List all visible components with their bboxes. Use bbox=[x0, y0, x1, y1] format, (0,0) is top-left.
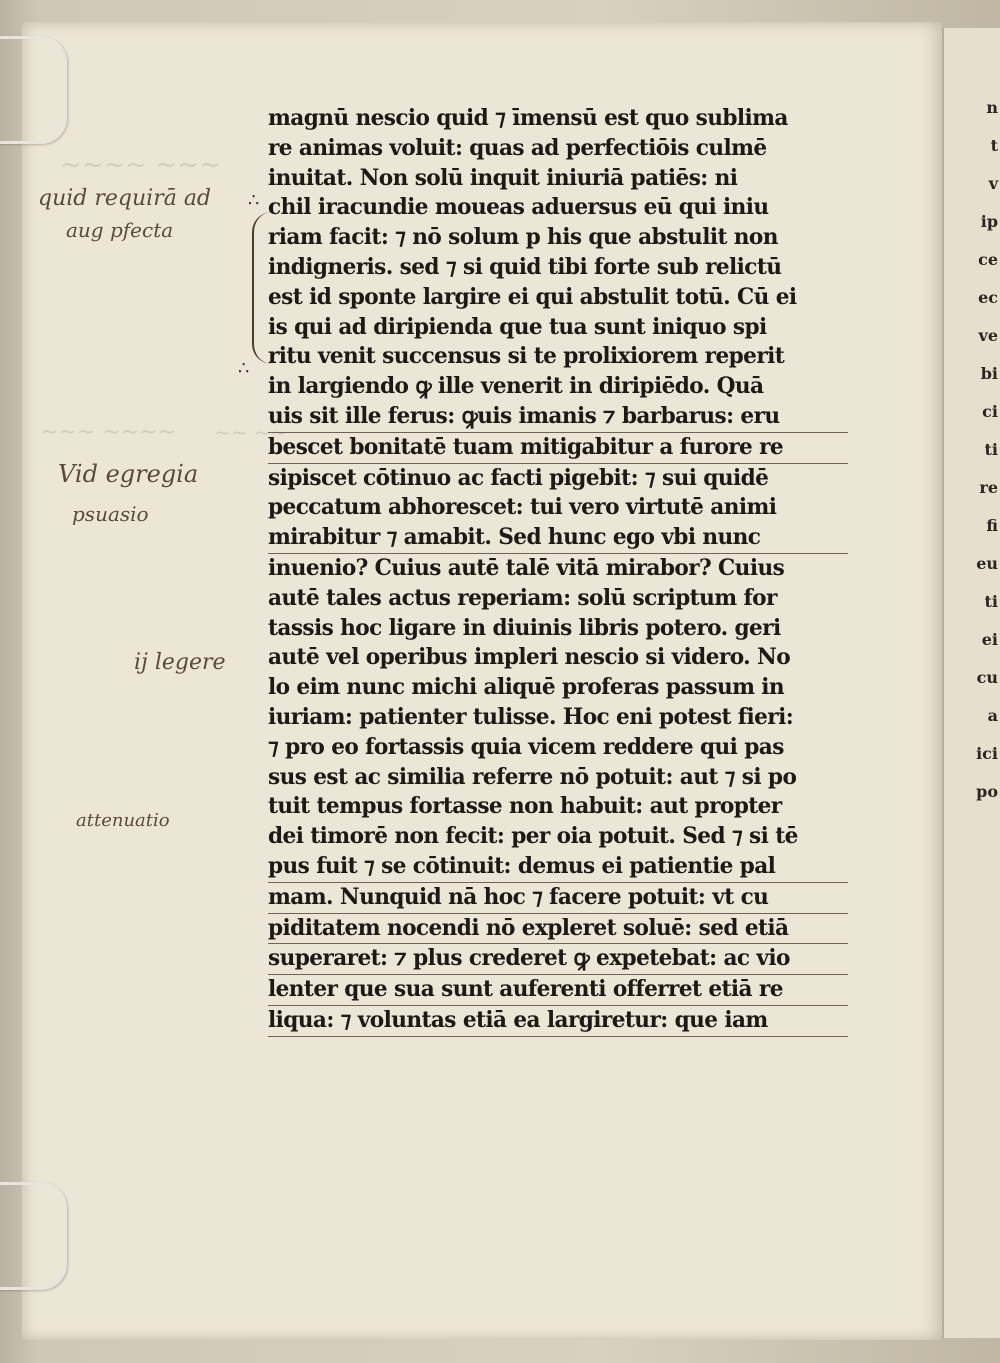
facing-page-fragment: re bbox=[979, 478, 998, 497]
facing-page-fragment: eu bbox=[976, 554, 998, 573]
text-line: bescet bonitatē tuam mitigabitur a furore re bbox=[268, 433, 848, 464]
marginal-note-requirit-line1: quid requirā ad bbox=[38, 186, 212, 211]
text-line: iuriam: patienter tulisse. Hoc eni potest fieri: bbox=[268, 703, 794, 730]
text-line: magnū nescio quid ⁊ īmensū est quo sublima bbox=[268, 105, 788, 131]
text-line: lenter que sua sunt auferenti offerret etiā re bbox=[268, 975, 848, 1006]
text-line: piditatem nocendi nō expleret soluē: sed etiā bbox=[268, 914, 848, 945]
marginal-note-attenuatio: attenuatio bbox=[76, 810, 170, 831]
text-line: chil iracundie moueas aduersus eū qui iniu bbox=[268, 194, 769, 221]
facing-page-fragment: ci bbox=[982, 402, 998, 421]
show-through-mark: ~~~~ ~~~ bbox=[60, 150, 221, 180]
facing-page-fragment: ici bbox=[976, 744, 998, 763]
text-line: dei timorē non fecit: per oia potuit. Sed ⁊ si tē bbox=[268, 823, 798, 850]
text-line: liqua: ⁊ voluntas etiā ea largiretur: que iam bbox=[268, 1006, 848, 1037]
facing-page-fragment: a bbox=[987, 706, 998, 725]
text-line: indigneris. sed ⁊ si quid tibi forte sub relictū bbox=[268, 253, 782, 280]
text-line: est id sponte largire ei qui abstulit totū. Cū ei bbox=[268, 283, 797, 310]
facing-page-edge bbox=[942, 28, 1000, 1338]
facing-page-fragment: po bbox=[976, 782, 998, 801]
marginal-dots: ∴ bbox=[238, 358, 250, 379]
facing-page-fragment: fi bbox=[986, 516, 998, 535]
facing-page-fragment: ei bbox=[981, 630, 998, 649]
text-line: tuit tempus fortasse non habuit: aut propter bbox=[268, 793, 782, 820]
printed-text-block bbox=[268, 104, 858, 1037]
marginal-note-egregia-line2: psuasio bbox=[72, 502, 149, 526]
facing-page-fragment: n bbox=[986, 98, 998, 117]
text-line: ritu venit succensus si te prolixiorem reperit bbox=[268, 343, 785, 370]
text-line: inuitat. Non solū inquit iniuriā patiēs: ni bbox=[268, 164, 738, 191]
text-line: superaret: ⁊ plus crederet ꝙ expetebat: ac vio bbox=[268, 944, 848, 975]
text-line: peccatum abhorescet: tui vero virtutē animi bbox=[268, 494, 777, 521]
text-line: is qui ad diripienda que tua sunt iniquo spi bbox=[268, 313, 767, 340]
marginal-dots: ∴ bbox=[248, 190, 260, 211]
facing-page-fragment: cu bbox=[976, 668, 998, 687]
text-line: tassis hoc ligare in diuinis libris potero. geri bbox=[268, 614, 781, 641]
text-line: lo eim nunc michi aliquē proferas passum in bbox=[268, 674, 785, 701]
text-line: riam facit: ⁊ nō solum p his que abstulit non bbox=[268, 224, 778, 251]
text-line: pus fuit ⁊ se cōtinuit: demus ei patientie pal bbox=[268, 852, 848, 883]
text-line: ⁊ pro eo fortassis quia vicem reddere qui pas bbox=[268, 733, 784, 760]
facing-page-fragment: v bbox=[988, 174, 998, 193]
text-line: inuenio? Cuius autē talē vitā mirabor? Cuius bbox=[268, 554, 785, 581]
text-line: sus est ac similia referre nō potuit: aut ⁊ si po bbox=[268, 763, 797, 790]
text-line: re animas voluit: quas ad perfectiōis culmē bbox=[268, 134, 767, 161]
text-line: autē vel operibus impleri nescio si videro. No bbox=[268, 644, 791, 671]
facing-page-fragment: ec bbox=[978, 288, 998, 307]
facing-page-fragment: ti bbox=[984, 592, 998, 611]
marginal-note-egregia-line1: Vid egregia bbox=[58, 460, 199, 488]
show-through-mark: ~~~ ~~~~ bbox=[40, 420, 177, 445]
facing-page-fragment: ce bbox=[978, 250, 998, 269]
text-line: sipiscet cōtinuo ac facti pigebit: ⁊ sui quidē bbox=[268, 464, 769, 491]
paper-clip-bottom bbox=[0, 1182, 67, 1290]
facing-page-fragment: ti bbox=[984, 440, 998, 459]
marginal-note-requirit-line2: aug pfecta bbox=[66, 218, 174, 242]
text-line: mam. Nunquid nā hoc ⁊ facere potuit: vt cu bbox=[268, 883, 848, 914]
text-line: uis sit ille ferus: ꝙuis imanis ⁊ barbarus: eru bbox=[268, 402, 848, 433]
paper-clip-top bbox=[0, 36, 67, 144]
marginal-note-legere: ij legere bbox=[134, 650, 226, 675]
facing-page-fragment: ip bbox=[980, 212, 998, 231]
text-line: in largiendo ꝙ ille venerit in diripiēdo. Quā bbox=[268, 373, 764, 400]
facing-page-fragment: bi bbox=[980, 364, 998, 383]
facing-page-fragment: t bbox=[990, 136, 998, 155]
show-through-mark: ~~ ~~ bbox=[214, 420, 288, 444]
facing-page-fragment: ve bbox=[978, 326, 998, 345]
text-line: autē tales actus reperiam: solū scriptum for bbox=[268, 584, 777, 611]
text-line: mirabitur ⁊ amabit. Sed hunc ego vbi nunc bbox=[268, 523, 848, 554]
